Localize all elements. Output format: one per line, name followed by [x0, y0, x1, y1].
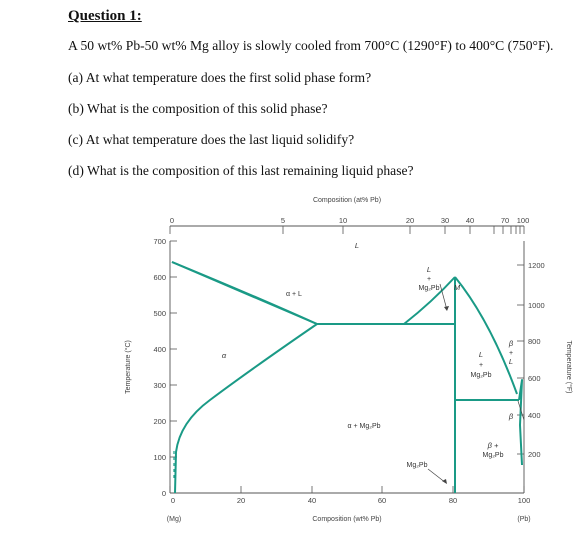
top-axis-title: Composition (at% Pb) [312, 197, 382, 204]
right-tick-1000: 1000 [528, 301, 545, 310]
left-tick-600: 600 [153, 273, 166, 282]
label-beta-mg2pb: Mg₂Pb [482, 452, 504, 459]
question-part-b: (b) What is the composition of this solid phase? [68, 101, 328, 116]
bottom-tick-100: 100 [517, 496, 531, 505]
label-alpha-plus-liquid: α + L [286, 291, 302, 298]
mg-pb-phase-diagram [0, 190, 580, 533]
question-part-c: (c) At what temperature does the last liquid solidify? [68, 132, 355, 147]
right-tick-1200: 1200 [528, 261, 545, 270]
label-right-plus: + [478, 362, 484, 369]
label-left-plus: + [426, 276, 432, 283]
label-left-L: L [426, 265, 432, 274]
right-end-label: (Pb) [517, 516, 531, 523]
top-tick-0: 0 [169, 216, 175, 225]
left-tick-400: 400 [153, 345, 166, 354]
label-alpha: α [221, 351, 227, 360]
bottom-axis-tick-labels [171, 496, 530, 505]
mg2pb-bottom-pointer-head [442, 479, 447, 484]
top-tick-70: 70 [500, 216, 510, 225]
left-tick-500: 500 [153, 309, 166, 318]
left-tick-0: 0 [161, 489, 166, 498]
label-beta-plus: β + [487, 441, 499, 450]
question-prompt: A 50 wt% Pb-50 wt% Mg alloy is slowly cooled from 700°C (1290°F) to 400°C (750°F). [68, 38, 554, 53]
question-title: Question 1: [68, 8, 142, 24]
left-end-label: (Mg) [166, 516, 182, 523]
phase-labels [222, 241, 514, 469]
left-tick-300: 300 [153, 381, 166, 390]
label-beta-l-3: L [508, 357, 514, 366]
beta-solvus [519, 380, 522, 465]
top-tick-10: 10 [338, 216, 348, 225]
bottom-axis-ticks [170, 486, 524, 493]
question-part-d: (d) What is the composition of this last remaining liquid phase? [68, 163, 414, 178]
top-axis-ticks [170, 226, 524, 234]
label-beta-l-2: + [508, 350, 514, 357]
label-left-mg2pb: Mg₂Pb [418, 285, 440, 292]
top-tick-40: 40 [465, 216, 475, 225]
bottom-tick-20: 20 [236, 496, 246, 505]
top-tick-30: 30 [440, 216, 450, 225]
right-axis-title: Temperature (°F) [565, 340, 572, 394]
right-tick-200: 200 [528, 450, 541, 459]
top-tick-20: 20 [405, 216, 415, 225]
left-tick-100: 100 [153, 453, 166, 462]
bottom-tick-60: 60 [377, 496, 387, 505]
right-tick-400: 400 [528, 411, 541, 420]
label-alpha-plus-mg2pb: α + Mg₂Pb [347, 423, 381, 430]
left-tick-200: 200 [153, 417, 166, 426]
label-compound-m: M [453, 283, 461, 292]
bottom-tick-40: 40 [307, 496, 317, 505]
left-axis-tick-labels [153, 237, 166, 498]
bottom-tick-0: 0 [170, 496, 176, 505]
left-tick-700: 700 [153, 237, 166, 246]
right-tick-800: 800 [528, 337, 541, 346]
right-axis-tick-labels [528, 261, 545, 459]
mg2pb-pointer-head [444, 306, 449, 311]
label-right-mg2pb: Mg₂Pb [470, 372, 492, 379]
top-tick-100: 100 [516, 216, 530, 225]
right-tick-600: 600 [528, 374, 541, 383]
label-right-L: L [478, 350, 484, 359]
label-beta: β [508, 412, 514, 421]
bottom-axis-title: Composition (wt% Pb) [312, 516, 382, 523]
top-axis-tick-labels [170, 216, 529, 225]
solvus-alpha [175, 324, 317, 493]
bottom-tick-80: 80 [448, 496, 458, 505]
left-axis-title: Temperature (°C) [125, 340, 132, 394]
question-part-a: (a) At what temperature does the first solid phase form? [68, 70, 372, 85]
top-tick-5: 5 [280, 216, 286, 225]
label-liquid: L [354, 241, 360, 250]
label-mg2pb: Mg₂Pb [406, 462, 428, 469]
label-beta-l-1: β [508, 339, 514, 348]
